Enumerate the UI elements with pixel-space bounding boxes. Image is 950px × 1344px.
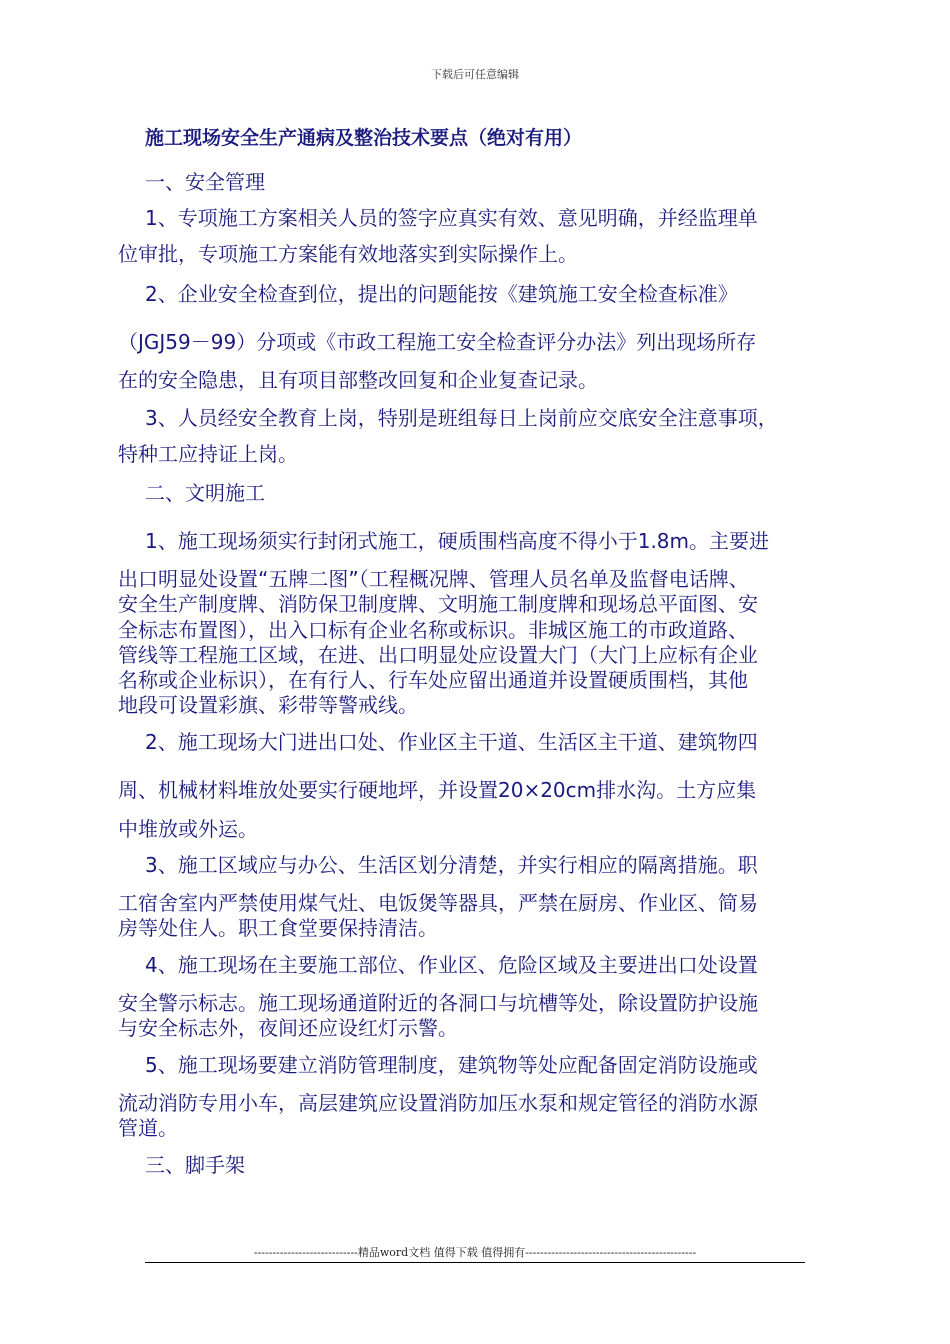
paragraph-line: 5、施工现场要建立消防管理制度，建筑物等处应配备固定消防设施或 [145,1053,758,1077]
paragraph-line: 3、人员经安全教育上岗，特别是班组每日上岗前应交底安全注意事项， [145,406,778,430]
paragraph-line: 2、企业安全检查到位，提出的问题能按《建筑施工安全检查标准》 [145,282,738,306]
paragraph-line: 名称或企业标识），在有行人、行车处应留出通道并设置硬质围档，其他 [118,668,748,692]
section-heading-civilized-construction: 二、文明施工 [145,481,265,505]
paragraph-line: 管道。 [118,1116,178,1140]
section-heading-safety-management: 一、安全管理 [145,170,265,194]
paragraph-line: 1、施工现场须实行封闭式施工，硬质围档高度不得小于1.8m。主要进 [145,529,770,553]
paragraph-line: 安全警示标志。施工现场通道附近的各洞口与坑槽等处，除设置防护设施 [118,991,758,1015]
paragraph-line: 中堆放或外运。 [118,817,258,841]
paragraph-line: 与安全标志外，夜间还应设红灯示警。 [118,1016,458,1040]
footer-divider [145,1262,805,1263]
paragraph-line: 出口明显处设置“五牌二图”（工程概况牌、管理人员名单及监督电话牌、 [118,567,749,591]
footer-text: ----------------------------精品word文档 值得下载 值得拥有---------------------------------------------- [253,1246,697,1259]
paragraph-line: 全标志布置图），出入口标有企业名称或标识。非城区施工的市政道路、 [118,618,748,642]
paragraph-line: 特种工应持证上岗。 [118,442,298,466]
section-heading-scaffolding: 三、脚手架 [145,1153,245,1177]
paragraph-line: 位审批，专项施工方案能有效地落实到实际操作上。 [118,242,578,266]
paragraph-line: 流动消防专用小车，高层建筑应设置消防加压水泵和规定管径的消防水源 [118,1091,758,1115]
paragraph-line: 地段可设置彩旗、彩带等警戒线。 [118,693,418,717]
paragraph-line: 房等处住人。职工食堂要保持清洁。 [118,916,438,940]
paragraph-line: （JGJ59－99）分项或《市政工程施工安全检查评分办法》列出现场所存 [118,330,757,354]
paragraph-line: 3、施工区域应与办公、生活区划分清楚，并实行相应的隔离措施。职 [145,853,758,877]
paragraph-line: 管线等工程施工区域，在进、出口明显处应设置大门（大门上应标有企业 [118,643,758,667]
paragraph-line: 工宿舍室内严禁使用煤气灶、电饭煲等器具，严禁在厨房、作业区、简易 [118,891,758,915]
paragraph-line: 1、专项施工方案相关人员的签字应真实有效、意见明确，并经监理单 [145,206,758,230]
paragraph-line: 在的安全隐患，且有项目部整改回复和企业复查记录。 [118,368,598,392]
paragraph-line: 2、施工现场大门进出口处、作业区主干道、生活区主干道、建筑物四 [145,730,758,754]
paragraph-line: 周、机械材料堆放处要实行硬地坪，并设置20×20cm排水沟。土方应集 [118,778,757,802]
header-note: 下载后可任意编辑 [431,68,519,81]
document-title: 施工现场安全生产通病及整治技术要点（绝对有用） [145,127,583,149]
paragraph-line: 4、施工现场在主要施工部位、作业区、危险区域及主要进出口处设置 [145,953,758,977]
paragraph-line: 安全生产制度牌、消防保卫制度牌、文明施工制度牌和现场总平面图、安 [118,592,758,616]
